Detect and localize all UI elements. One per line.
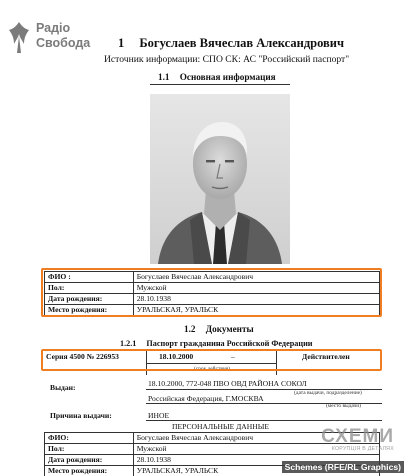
issued-place: Российская Федерация, Г.МОСКВА xyxy=(148,394,264,403)
validity-note: (срок действия) xyxy=(194,366,231,372)
section-heading-1-2: 1.2 Документы xyxy=(184,324,254,334)
logo-line1: Радіо xyxy=(36,21,71,35)
field-value: Мужской xyxy=(133,444,379,455)
section-heading-1-2-1: 1.2.1 Паспорт гражданина Российской Федерации xyxy=(120,339,313,348)
field-label: Пол: xyxy=(45,283,134,294)
personal-data-header: ПЕРСОНАЛЬНЫЕ ДАННЫЕ xyxy=(172,422,270,431)
radio-svoboda-logo xyxy=(6,20,106,56)
schemes-watermark: СХЕМИ xyxy=(321,426,394,447)
heading-underline xyxy=(150,84,290,85)
section-heading-1-1: 1.1 Основная информация xyxy=(158,72,276,82)
field-value: УРАЛЬСКАЯ, УРАЛЬСК xyxy=(133,305,379,316)
field-value: Богуслаев Вячеслав Александрович xyxy=(133,433,379,444)
portrait-image xyxy=(150,94,290,264)
passport-series-number: Серия 4500 № 226953 xyxy=(46,352,119,361)
logo-line2: Свобода xyxy=(36,36,91,50)
field-value: Богуслаев Вячеслав Александрович xyxy=(133,272,379,283)
section-number: 1 xyxy=(118,36,125,50)
field-label: Пол: xyxy=(45,444,134,455)
field-label: Место рождения: xyxy=(45,466,134,476)
field-label: Дата рождения: xyxy=(45,294,134,305)
image-credit: Schemes (RFE/RL Graphics) xyxy=(282,461,404,473)
field-value: 28.10.1938 xyxy=(133,294,379,305)
highlight-box-basic-info xyxy=(41,268,382,317)
field-value: Мужской xyxy=(133,283,379,294)
issued-label: Выдан: xyxy=(50,383,76,392)
passport-photo xyxy=(150,94,290,264)
place-note: (место выдачи) xyxy=(326,403,361,409)
issued-by: 18.10.2000, 772-048 ПВО ОВД РАЙОНА СОКОЛ xyxy=(148,379,307,388)
reason-label: Причина выдачи: xyxy=(50,411,112,420)
field-label: Дата рождения: xyxy=(45,455,134,466)
field-label: Место рождения: xyxy=(45,305,134,316)
schemes-watermark-subtitle: КОРУПЦІЯ В ДЕТАЛЯХ xyxy=(331,446,394,452)
passport-status: Действителен xyxy=(302,352,350,361)
person-name: Богуслаев Вячеслав Александрович xyxy=(139,36,345,50)
reason-value: ИНОЕ xyxy=(148,411,170,420)
issued-by-note: (дата выдачи, подразделение) xyxy=(294,390,362,396)
field-value: УРАЛЬСКАЯ, УРАЛЬСК xyxy=(133,466,379,476)
field-value: 28.10.1938 xyxy=(133,455,379,466)
logo-mark-icon xyxy=(6,20,32,54)
highlight-box-passport xyxy=(41,349,382,371)
document-title xyxy=(118,36,344,51)
passport-issue-date: 18.10.2000 xyxy=(159,352,194,361)
reason-line xyxy=(146,420,382,421)
document-source: Источник информации: СПО СК: АС "Российский паспорт" xyxy=(104,54,350,65)
field-label: ФИО: xyxy=(45,433,134,444)
passport-dash: – xyxy=(231,352,235,361)
field-label: ФИО : xyxy=(45,272,134,283)
